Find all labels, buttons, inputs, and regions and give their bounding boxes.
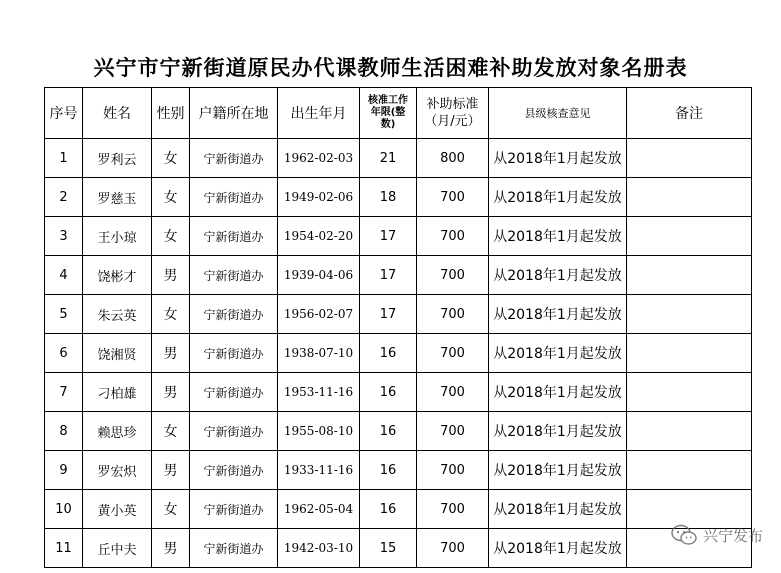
cell-subsidy: 700 xyxy=(417,451,489,490)
cell-remark xyxy=(627,178,752,217)
header-years xyxy=(360,88,417,139)
cell-opinion: 从2018年1月起发放 xyxy=(489,139,627,178)
table-row xyxy=(45,373,752,412)
cell-opinion: 从2018年1月起发放 xyxy=(489,256,627,295)
header-subsidy-line1: 补助标准 xyxy=(426,97,479,112)
cell-opinion: 从2018年1月起发放 xyxy=(489,412,627,451)
cell-remark xyxy=(627,451,752,490)
header-years-line3: 数) xyxy=(380,119,396,130)
cell-hukou: 宁新街道办 xyxy=(190,412,278,451)
cell-years: 17 xyxy=(360,217,417,256)
header-years-line1: 核准工作 xyxy=(368,95,408,106)
cell-name: 朱云英 xyxy=(83,295,152,334)
cell-opinion: 从2018年1月起发放 xyxy=(489,217,627,256)
cell-opinion: 从2018年1月起发放 xyxy=(489,178,627,217)
cell-no: 9 xyxy=(45,451,83,490)
cell-gender: 女 xyxy=(152,295,190,334)
cell-name: 饶彬才 xyxy=(83,256,152,295)
cell-years: 15 xyxy=(360,529,417,568)
header-gender: 性别 xyxy=(152,88,190,139)
table-row xyxy=(45,334,752,373)
cell-gender: 女 xyxy=(152,490,190,529)
cell-dob: 1942-03-10 xyxy=(278,529,360,568)
cell-subsidy: 700 xyxy=(417,490,489,529)
cell-opinion: 从2018年1月起发放 xyxy=(489,490,627,529)
cell-years: 16 xyxy=(360,373,417,412)
cell-remark xyxy=(627,295,752,334)
cell-remark xyxy=(627,139,752,178)
cell-name: 黄小英 xyxy=(83,490,152,529)
cell-years: 17 xyxy=(360,295,417,334)
cell-dob: 1955-08-10 xyxy=(278,412,360,451)
cell-opinion: 从2018年1月起发放 xyxy=(489,529,627,568)
cell-no: 6 xyxy=(45,334,83,373)
cell-gender: 女 xyxy=(152,178,190,217)
cell-dob: 1954-02-20 xyxy=(278,217,360,256)
table-row xyxy=(45,490,752,529)
cell-no: 3 xyxy=(45,217,83,256)
cell-hukou: 宁新街道办 xyxy=(190,217,278,256)
cell-name: 赖思珍 xyxy=(83,412,152,451)
header-remark: 备注 xyxy=(627,88,752,139)
cell-subsidy: 700 xyxy=(417,334,489,373)
wechat-icon xyxy=(671,524,697,546)
cell-subsidy: 700 xyxy=(417,256,489,295)
cell-gender: 男 xyxy=(152,451,190,490)
cell-no: 4 xyxy=(45,256,83,295)
header-hukou: 户籍所在地 xyxy=(190,88,278,139)
header-opinion: 县级核查意见 xyxy=(489,88,627,139)
page-title: 兴宁市宁新街道原民办代课教师生活困难补助发放对象名册表 xyxy=(93,55,688,80)
cell-dob: 1949-02-06 xyxy=(278,178,360,217)
cell-subsidy: 800 xyxy=(417,139,489,178)
cell-years: 18 xyxy=(360,178,417,217)
cell-years: 17 xyxy=(360,256,417,295)
cell-subsidy: 700 xyxy=(417,412,489,451)
cell-name: 罗利云 xyxy=(83,139,152,178)
cell-name: 刁柏雄 xyxy=(83,373,152,412)
cell-years: 16 xyxy=(360,334,417,373)
table-row xyxy=(45,256,752,295)
roster-body xyxy=(45,139,752,568)
cell-years: 16 xyxy=(360,490,417,529)
cell-subsidy: 700 xyxy=(417,178,489,217)
table-row xyxy=(45,412,752,451)
cell-name: 饶湘贤 xyxy=(83,334,152,373)
table-row xyxy=(45,178,752,217)
cell-dob: 1956-02-07 xyxy=(278,295,360,334)
roster-table xyxy=(44,87,752,568)
cell-years: 21 xyxy=(360,139,417,178)
cell-name: 罗宏炽 xyxy=(83,451,152,490)
header-subsidy xyxy=(417,88,489,139)
cell-gender: 男 xyxy=(152,256,190,295)
table-row xyxy=(45,451,752,490)
cell-hukou: 宁新街道办 xyxy=(190,373,278,412)
cell-remark xyxy=(627,256,752,295)
cell-years: 16 xyxy=(360,451,417,490)
cell-subsidy: 700 xyxy=(417,295,489,334)
cell-years: 16 xyxy=(360,412,417,451)
header-row xyxy=(45,88,752,139)
cell-opinion: 从2018年1月起发放 xyxy=(489,451,627,490)
cell-opinion: 从2018年1月起发放 xyxy=(489,295,627,334)
cell-gender: 男 xyxy=(152,334,190,373)
cell-dob: 1933-11-16 xyxy=(278,451,360,490)
cell-hukou: 宁新街道办 xyxy=(190,529,278,568)
watermark xyxy=(671,524,763,546)
watermark-text: 兴宁发布 xyxy=(702,526,763,545)
table-row xyxy=(45,217,752,256)
cell-gender: 女 xyxy=(152,217,190,256)
header-no: 序号 xyxy=(45,88,83,139)
cell-no: 7 xyxy=(45,373,83,412)
cell-no: 1 xyxy=(45,139,83,178)
cell-no: 10 xyxy=(45,490,83,529)
cell-dob: 1939-04-06 xyxy=(278,256,360,295)
cell-no: 5 xyxy=(45,295,83,334)
cell-opinion: 从2018年1月起发放 xyxy=(489,373,627,412)
table-row xyxy=(45,529,752,568)
cell-dob: 1962-05-04 xyxy=(278,490,360,529)
header-subsidy-line2: （月/元） xyxy=(424,114,481,129)
cell-gender: 男 xyxy=(152,373,190,412)
cell-remark xyxy=(627,412,752,451)
cell-dob: 1938-07-10 xyxy=(278,334,360,373)
cell-gender: 女 xyxy=(152,412,190,451)
cell-remark xyxy=(627,490,752,529)
cell-hukou: 宁新街道办 xyxy=(190,490,278,529)
cell-hukou: 宁新街道办 xyxy=(190,139,278,178)
cell-remark xyxy=(627,373,752,412)
table-row xyxy=(45,295,752,334)
cell-gender: 男 xyxy=(152,529,190,568)
cell-no: 2 xyxy=(45,178,83,217)
cell-name: 王小琼 xyxy=(83,217,152,256)
cell-gender: 女 xyxy=(152,139,190,178)
cell-no: 11 xyxy=(45,529,83,568)
cell-dob: 1962-02-03 xyxy=(278,139,360,178)
header-dob: 出生年月 xyxy=(278,88,360,139)
cell-hukou: 宁新街道办 xyxy=(190,178,278,217)
cell-name: 罗慈玉 xyxy=(83,178,152,217)
cell-remark xyxy=(627,217,752,256)
cell-remark xyxy=(627,334,752,373)
cell-opinion: 从2018年1月起发放 xyxy=(489,334,627,373)
cell-no: 8 xyxy=(45,412,83,451)
cell-hukou: 宁新街道办 xyxy=(190,295,278,334)
cell-subsidy: 700 xyxy=(417,373,489,412)
cell-name: 丘中夫 xyxy=(83,529,152,568)
header-years-line2: 年限(整 xyxy=(370,107,406,118)
cell-subsidy: 700 xyxy=(417,529,489,568)
table-row xyxy=(45,139,752,178)
cell-hukou: 宁新街道办 xyxy=(190,451,278,490)
cell-subsidy: 700 xyxy=(417,217,489,256)
cell-hukou: 宁新街道办 xyxy=(190,256,278,295)
cell-hukou: 宁新街道办 xyxy=(190,334,278,373)
header-name: 姓名 xyxy=(83,88,152,139)
cell-dob: 1953-11-16 xyxy=(278,373,360,412)
